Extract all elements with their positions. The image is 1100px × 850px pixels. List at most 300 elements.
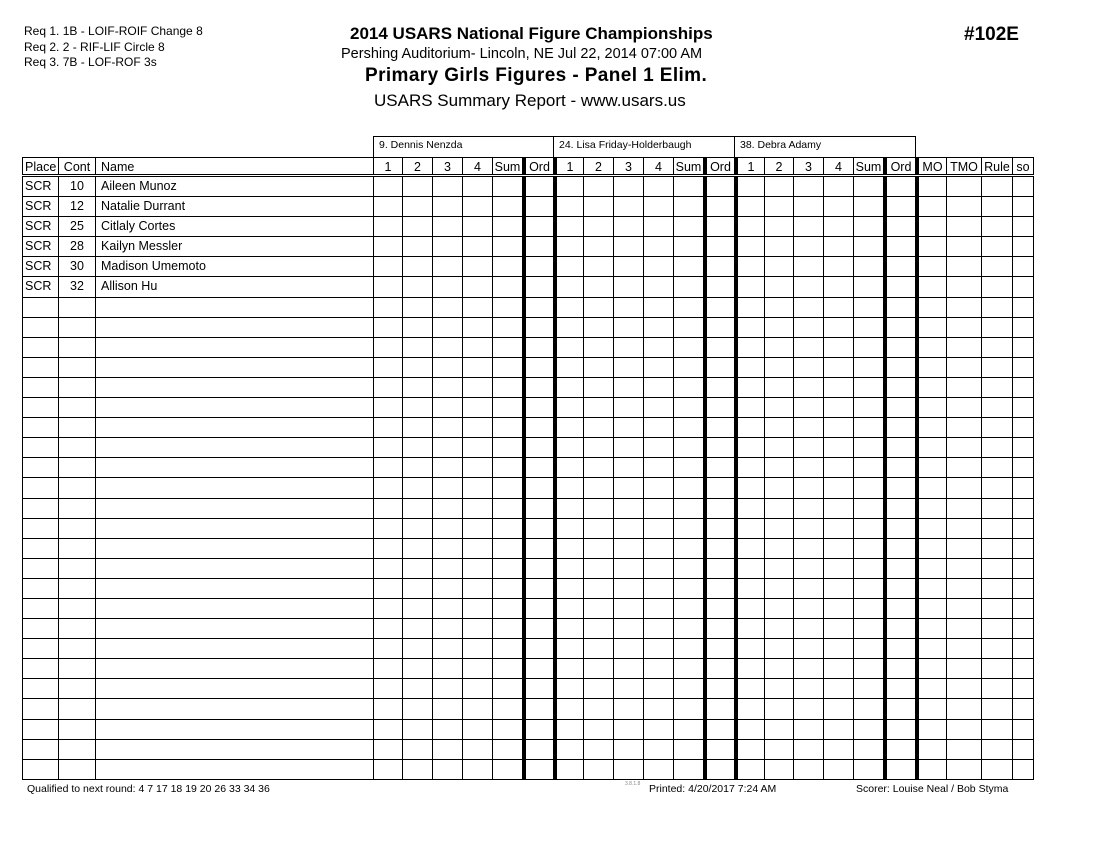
score-cell [613,519,643,538]
score-cell [703,358,734,377]
score-cell [553,177,583,196]
score-cell [823,579,853,598]
score-cell [853,519,883,538]
score-cell [522,458,553,477]
score-cell [402,217,432,236]
score-cell [613,539,643,558]
score-cell [402,760,432,779]
cont-cell [58,599,95,618]
score-cell [703,679,734,698]
name-cell [95,478,373,497]
score-cell [823,418,853,437]
name-cell: Natalie Durrant [95,197,373,216]
score-cell [553,499,583,518]
score-cell [793,760,823,779]
score-cell [981,720,1012,739]
score-cell [764,217,793,236]
score-cell [793,559,823,578]
score-cell [1012,499,1034,518]
score-cell [373,639,402,658]
score-cell [734,458,764,477]
place-cell [22,619,58,638]
score-cell [703,720,734,739]
score-cell [373,679,402,698]
cont-cell: 10 [58,177,95,196]
score-cell [462,579,492,598]
score-cell [703,438,734,457]
score-cell [764,438,793,457]
col-tmo: TMO [946,158,981,174]
score-cell [643,318,673,337]
score-cell [402,318,432,337]
score-cell [793,277,823,296]
name-cell: Allison Hu [95,277,373,296]
score-cell [673,699,703,718]
scorer-names: Scorer: Louise Neal / Bob Styma [856,783,1009,795]
score-cell [703,338,734,357]
event-number: #102E [964,24,1019,45]
score-cell [1012,619,1034,638]
col-judge-score: Sum [853,158,883,174]
score-cell [981,699,1012,718]
score-cell [883,378,915,397]
score-cell [673,579,703,598]
score-cell [734,338,764,357]
score-cell [793,237,823,256]
table-row [22,418,1034,438]
score-cell [946,619,981,638]
name-cell [95,720,373,739]
table-row [22,499,1034,519]
score-cell [402,438,432,457]
judge-3-header: 38. Debra Adamy [734,136,916,158]
score-cell [946,318,981,337]
cont-cell: 28 [58,237,95,256]
score-cell [492,659,522,678]
cont-cell: 32 [58,277,95,296]
score-cell [553,720,583,739]
col-judge-score: 2 [402,158,432,174]
table-row [22,740,1034,760]
score-cell [673,519,703,538]
score-cell [583,237,613,256]
score-cell [1012,760,1034,779]
score-cell [402,720,432,739]
score-cell [522,599,553,618]
score-cell [673,338,703,357]
score-cell [823,237,853,256]
score-cell [823,639,853,658]
col-judge-score: 4 [823,158,853,174]
score-cell [793,438,823,457]
score-cell [462,197,492,216]
score-cell [883,499,915,518]
score-cell [522,699,553,718]
place-cell [22,579,58,598]
score-cell [823,619,853,638]
score-cell [492,277,522,296]
table-row [22,519,1034,539]
score-cell [492,257,522,276]
name-cell [95,699,373,718]
cont-cell [58,559,95,578]
score-cell [946,559,981,578]
score-cell [462,418,492,437]
score-cell [853,257,883,276]
cont-cell [58,318,95,337]
score-cell [915,298,946,317]
score-cell [432,338,462,357]
score-cell [946,539,981,558]
score-cell [583,418,613,437]
score-cell [823,659,853,678]
score-cell [462,438,492,457]
score-cell [402,277,432,296]
score-cell [583,338,613,357]
score-cell [703,217,734,236]
cont-cell [58,539,95,558]
score-cell [643,257,673,276]
score-cell [734,720,764,739]
score-cell [1012,217,1034,236]
score-cell [402,639,432,658]
score-cell [823,458,853,477]
score-cell [703,318,734,337]
score-cell [492,217,522,236]
score-cell [522,338,553,357]
place-cell [22,398,58,417]
score-cell [673,720,703,739]
score-cell [1012,338,1034,357]
table-row [22,579,1034,599]
score-cell [981,358,1012,377]
score-cell [643,478,673,497]
score-cell [883,599,915,618]
score-cell [373,217,402,236]
event-title: Primary Girls Figures - Panel 1 Elim. [365,65,708,86]
score-cell [643,418,673,437]
score-cell [981,519,1012,538]
score-cell [853,197,883,216]
score-cell [734,257,764,276]
score-cell [853,338,883,357]
score-cell [432,257,462,276]
score-cell [703,619,734,638]
score-cell [764,298,793,317]
score-cell [643,338,673,357]
score-cell [764,478,793,497]
name-cell [95,398,373,417]
score-cell [764,599,793,618]
score-cell [643,740,673,759]
score-cell [522,619,553,638]
score-cell [613,418,643,437]
place-cell [22,599,58,618]
score-cell [764,619,793,638]
score-cell [613,438,643,457]
name-cell [95,639,373,658]
score-cell [522,438,553,457]
score-cell [915,237,946,256]
score-cell [402,579,432,598]
score-cell [883,679,915,698]
col-judge-score: 1 [553,158,583,174]
place-cell: SCR [22,237,58,256]
score-cell [793,318,823,337]
score-cell [613,579,643,598]
score-cell [823,318,853,337]
score-cell [613,338,643,357]
name-cell: Kailyn Messler [95,237,373,256]
score-cell [883,217,915,236]
score-cell [492,539,522,558]
score-cell [734,478,764,497]
score-cell [823,277,853,296]
score-cell [946,418,981,437]
score-cell [673,760,703,779]
place-cell [22,458,58,477]
table-row [22,318,1034,338]
score-cell [492,298,522,317]
score-cell [462,539,492,558]
score-cell [915,559,946,578]
score-cell [823,298,853,317]
score-cell [432,358,462,377]
col-cont: Cont [58,158,95,174]
score-cell [522,478,553,497]
score-cell [373,478,402,497]
score-cell [883,177,915,196]
score-cell [462,639,492,658]
place-cell [22,298,58,317]
score-cell [432,217,462,236]
score-cell [643,217,673,236]
score-cell [1012,438,1034,457]
score-cell [402,358,432,377]
place-cell [22,478,58,497]
cont-cell [58,298,95,317]
score-cell [553,619,583,638]
score-cell [613,358,643,377]
name-cell [95,418,373,437]
score-cell [432,298,462,317]
score-cell [522,579,553,598]
score-cell [1012,418,1034,437]
score-cell [492,197,522,216]
score-cell [734,277,764,296]
version-label: 3.8.1.8 [625,781,641,787]
score-cell [492,237,522,256]
place-cell [22,559,58,578]
score-cell [1012,398,1034,417]
cont-cell [58,679,95,698]
score-cell [823,217,853,236]
score-cell [373,579,402,598]
score-cell [981,579,1012,598]
score-cell [853,499,883,518]
score-cell [492,699,522,718]
score-cell [823,177,853,196]
score-cell [373,277,402,296]
score-cell [373,458,402,477]
score-cell [492,358,522,377]
score-cell [643,579,673,598]
table-row [22,217,1034,237]
championship-title: 2014 USARS National Figure Championships [350,24,713,43]
cont-cell [58,398,95,417]
score-cell [492,740,522,759]
score-cell [915,720,946,739]
score-cell [734,599,764,618]
score-cell [522,519,553,538]
score-cell [432,639,462,658]
score-cell [734,539,764,558]
score-cell [673,318,703,337]
score-cell [823,257,853,276]
score-cell [432,398,462,417]
score-cell [946,599,981,618]
score-cell [373,237,402,256]
place-cell [22,438,58,457]
col-judge-score: 3 [613,158,643,174]
score-cell [764,257,793,276]
score-cell [462,398,492,417]
scores-table [22,157,1034,780]
score-cell [402,338,432,357]
score-cell [915,659,946,678]
score-cell [823,699,853,718]
score-cell [1012,519,1034,538]
col-judge-score: 1 [734,158,764,174]
score-cell [1012,458,1034,477]
score-cell [373,378,402,397]
score-cell [1012,599,1034,618]
cont-cell [58,699,95,718]
score-cell [734,639,764,658]
score-cell [522,740,553,759]
score-cell [883,478,915,497]
score-cell [402,237,432,256]
score-cell [853,699,883,718]
score-cell [673,418,703,437]
score-cell [703,559,734,578]
score-cell [1012,720,1034,739]
score-cell [853,378,883,397]
col-judge-score: Sum [492,158,522,174]
score-cell [1012,277,1034,296]
place-cell: SCR [22,197,58,216]
table-row [22,679,1034,699]
score-cell [883,318,915,337]
place-cell [22,679,58,698]
score-cell [981,197,1012,216]
score-cell [373,298,402,317]
score-cell [522,378,553,397]
score-cell [793,579,823,598]
score-cell [1012,740,1034,759]
score-cell [553,679,583,698]
score-cell [823,760,853,779]
score-cell [981,499,1012,518]
name-cell [95,539,373,558]
score-cell [462,257,492,276]
score-cell [522,760,553,779]
score-cell [643,599,673,618]
score-cell [883,519,915,538]
score-cell [981,679,1012,698]
score-cell [583,599,613,618]
score-cell [553,418,583,437]
score-cell [1012,679,1034,698]
score-cell [643,398,673,417]
score-cell [981,338,1012,357]
score-cell [613,298,643,317]
score-cell [553,579,583,598]
score-cell [823,378,853,397]
table-row [22,358,1034,378]
requirement-2: Req 2. 2 - RIF-LIF Circle 8 [24,39,165,54]
score-cell [703,398,734,417]
name-cell [95,659,373,678]
score-cell [522,318,553,337]
name-cell [95,338,373,357]
score-cell [673,619,703,638]
score-cell [402,197,432,216]
score-cell [553,217,583,236]
name-cell [95,499,373,518]
score-cell [462,277,492,296]
score-cell [492,559,522,578]
table-header-row [22,157,1034,177]
score-cell [373,619,402,638]
score-cell [402,699,432,718]
score-cell [553,740,583,759]
score-cell [583,438,613,457]
place-cell [22,418,58,437]
score-cell [643,760,673,779]
score-cell [764,318,793,337]
score-cell [764,579,793,598]
score-cell [981,277,1012,296]
score-cell [1012,318,1034,337]
score-cell [793,338,823,357]
score-cell [703,760,734,779]
score-cell [823,740,853,759]
score-cell [764,418,793,437]
score-cell [643,197,673,216]
score-cell [643,237,673,256]
score-cell [522,197,553,216]
venue-date: Pershing Auditorium- Lincoln, NE Jul 22, 2014 07:00 AM [341,46,703,62]
score-cell [734,237,764,256]
score-cell [402,559,432,578]
table-row [22,458,1034,478]
score-cell [613,720,643,739]
score-cell [883,559,915,578]
score-cell [643,499,673,518]
place-cell [22,519,58,538]
cont-cell [58,740,95,759]
score-cell [432,760,462,779]
score-cell [981,539,1012,558]
cont-cell [58,579,95,598]
score-cell [583,358,613,377]
place-cell [22,740,58,759]
table-row [22,438,1034,458]
score-cell [462,458,492,477]
score-cell [853,679,883,698]
score-cell [853,458,883,477]
